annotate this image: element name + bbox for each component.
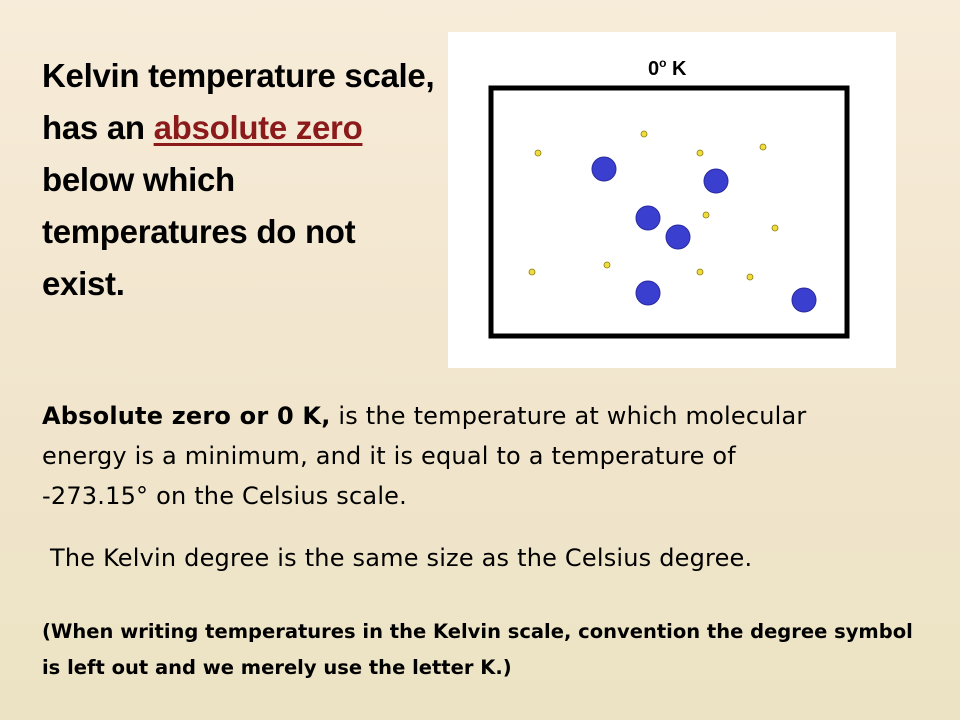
small-particle	[703, 212, 709, 218]
large-particle	[636, 206, 660, 230]
particle-diagram	[448, 32, 896, 368]
small-particle	[641, 131, 647, 137]
large-particle	[704, 169, 728, 193]
large-particle	[636, 281, 660, 305]
heading-text-before: Kelvin temperature scale, has an	[42, 57, 435, 146]
definition-rest: is the temperature at which molecular energy is a minimum, and it is equal to a temperature of -273.15° on the Celsius scale.	[42, 402, 807, 510]
small-particle	[535, 150, 541, 156]
absolute-zero-definition	[42, 396, 842, 516]
small-particle	[697, 150, 703, 156]
small-particle	[604, 262, 610, 268]
small-particle	[772, 225, 778, 231]
heading-text-after: below which temperatures do not exist.	[42, 161, 356, 302]
temperature-label: 0$^o$ K	[648, 56, 687, 80]
small-particle	[529, 269, 535, 275]
absolute-zero-term: absolute zero	[153, 109, 363, 146]
small-particle	[697, 269, 703, 275]
large-particle	[592, 157, 616, 181]
large-particle	[666, 225, 690, 249]
convention-note: (When writing temperatures in the Kelvin scale, convention the degree symbol is left out and we merely use the letter K.)	[42, 620, 913, 679]
particle-diagram-svg	[448, 32, 896, 368]
degree-size-statement: The Kelvin degree is the same size as the Celsius degree.	[50, 544, 753, 572]
definition-bold: Absolute zero or 0 K,	[42, 402, 331, 430]
small-particle	[747, 274, 753, 280]
small-particle	[760, 144, 766, 150]
large-particle	[792, 288, 816, 312]
slide-heading	[42, 50, 442, 310]
